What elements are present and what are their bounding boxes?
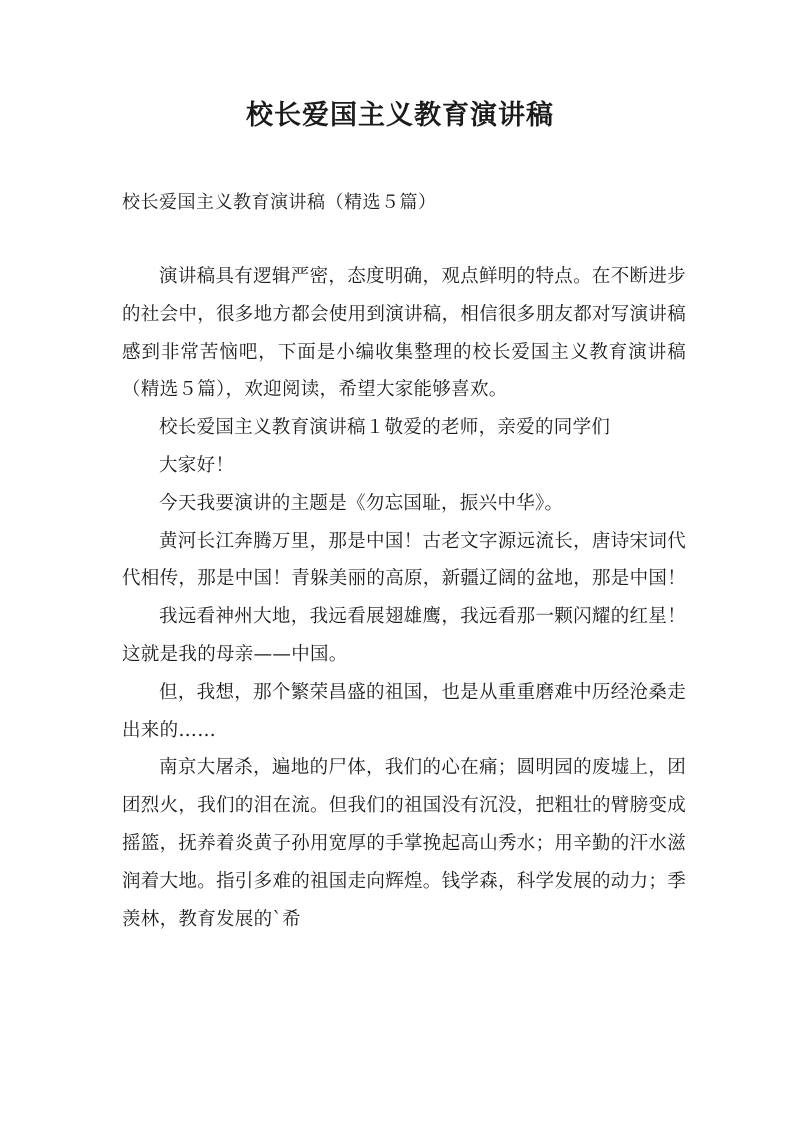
paragraph-china-rivers: 黄河长江奔腾万里，那是中国！古老文字源远流长，唐诗宋词代代相传，那是中国！青躲美丽的高原，新疆辽阔的盆地，那是中国！: [122, 530, 687, 590]
paragraph-hardships: 但，我想，那个繁荣昌盛的祖国，也是从重重磨难中历经沧桑走出来的……: [122, 681, 686, 741]
document-body: [122, 258, 686, 938]
paragraph-intro: 演讲稿具有逻辑严密，态度明确，观点鲜明的特点。在不断进步的社会中，很多地方都会使用到演讲稿，相信很多朋友都对写演讲稿感到非常苦恼吧，下面是小编收集整理的校长爱国主义教育演讲稿（精选５篇），欢迎阅读，希望大家能够喜欢。: [122, 266, 687, 401]
paragraph-hello: 大家好！: [159, 454, 235, 476]
paragraph-greeting: 校长爱国主义教育演讲稿１敬爱的老师，亲爱的同学们: [159, 417, 611, 439]
paragraph-history: 南京大屠杀，遍地的尸体，我们的心在痛；圆明园的废墟上，团团烈火，我们的泪在流。但我们的祖国没有沉没，把粗壮的臂膀变成摇篮，抚养着炎黄子孙用宽厚的手掌挽起高山秀水；用辛勤的汗水滋润着大地。指引多难的祖国走向辉煌。钱学森，科学发展的动力；季羡林，教育发展的`希: [122, 757, 687, 930]
document-subtitle: 校长爱国主义教育演讲稿（精选５篇）: [122, 192, 437, 213]
paragraph-topic: 今天我要演讲的主题是《勿忘国耻，振兴中华》。: [159, 492, 564, 514]
document-title: 校长爱国主义教育演讲稿: [246, 100, 554, 131]
paragraph-mother-china: 我远看神州大地，我远看展翅雄鹰，我远看那一颗闪耀的红星！这就是我的母亲——中国。: [122, 606, 686, 665]
